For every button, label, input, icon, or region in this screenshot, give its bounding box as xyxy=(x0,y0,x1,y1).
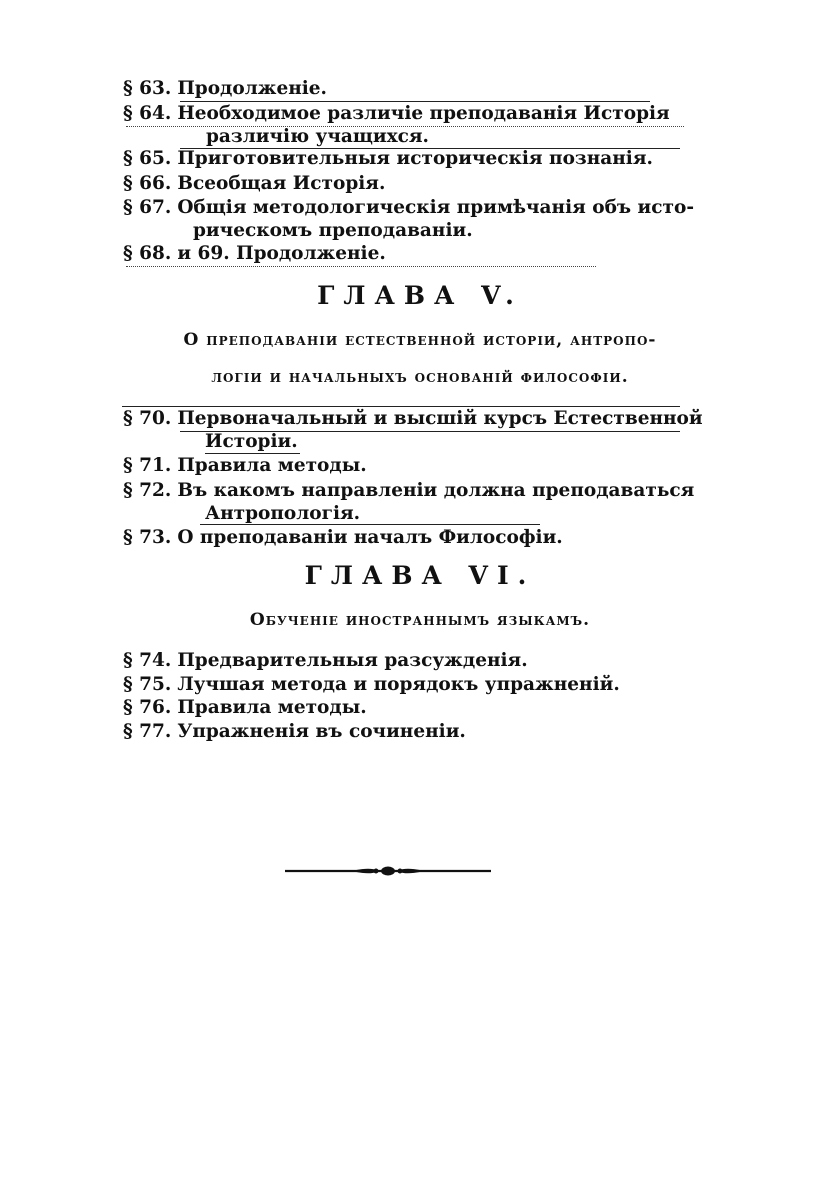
toc-entry-70-continued: Исторіи. xyxy=(205,431,298,452)
chapter-5-heading: ГЛАВА V. xyxy=(317,281,523,310)
section-number: § 64. xyxy=(123,103,172,124)
underline-rule xyxy=(122,406,680,407)
section-number: § 75. xyxy=(123,674,172,695)
toc-entry-66 xyxy=(123,173,683,195)
toc-entry-68 xyxy=(123,243,683,265)
entry-title: Первоначальный и высшій курсъ Естественной xyxy=(177,408,703,429)
section-number: § 70. xyxy=(123,408,172,429)
section-number: § 76. xyxy=(123,697,172,718)
underline-rule xyxy=(180,101,650,102)
toc-entry-74 xyxy=(123,650,683,672)
decorative-divider-ornament xyxy=(285,862,491,880)
entry-title: Въ какомъ направленіи должна преподаваться xyxy=(177,480,695,501)
toc-entry-73 xyxy=(123,527,683,549)
section-number: § 68. xyxy=(123,243,172,264)
toc-entry-64 xyxy=(123,103,683,125)
underline-rule xyxy=(200,524,540,525)
toc-entry-67 xyxy=(123,197,695,219)
entry-title: Продолженіе. xyxy=(177,78,328,99)
section-number: § 67. xyxy=(123,197,172,218)
toc-entry-72-continued: Антропологія. xyxy=(205,503,361,524)
toc-entry-63 xyxy=(123,78,683,100)
entry-title: Необходимое различіе преподаванія Исторія xyxy=(177,103,670,124)
toc-entry-72 xyxy=(123,480,695,502)
toc-entry-76 xyxy=(123,697,683,719)
dotted-rule xyxy=(126,266,596,267)
toc-entry-77 xyxy=(123,721,683,743)
section-number: § 73. xyxy=(123,527,172,548)
entry-title: Предварительныя разсужденія. xyxy=(177,650,528,671)
chapter-6-title: Обученіе иностраннымъ языкамъ. xyxy=(249,610,591,630)
section-number: § 63. xyxy=(123,78,172,99)
entry-title: Всеобщая Исторія. xyxy=(177,173,386,194)
underline-rule xyxy=(205,453,300,454)
section-number: § 77. xyxy=(123,721,172,742)
toc-entry-67-continued: рическомъ преподаваніи. xyxy=(193,220,473,241)
section-number: § 71. xyxy=(123,455,172,476)
chapter-5-title-line-1: О преподаваніи естественной исторіи, антропо- xyxy=(183,330,657,350)
toc-entry-65 xyxy=(123,148,683,170)
section-number: § 65. xyxy=(123,148,172,169)
toc-entry-75 xyxy=(123,674,683,696)
chapter-5-title-line-2: логіи и начальныхъ основаній философіи. xyxy=(211,367,629,387)
toc-entry-64-continued: различію учащихся. xyxy=(206,126,429,147)
entry-title: Лучшая метода и порядокъ упражненій. xyxy=(177,674,620,695)
entry-title: Упражненія въ сочиненіи. xyxy=(177,721,466,742)
toc-entry-70 xyxy=(123,408,703,430)
entry-title: О преподаваніи началъ Философіи. xyxy=(177,527,563,548)
entry-title: Правила методы. xyxy=(177,697,367,718)
entry-title: Приготовительныя историческія познанія. xyxy=(177,148,653,169)
section-number: § 66. xyxy=(123,173,172,194)
entry-title: и 69. Продолженіе. xyxy=(177,243,386,264)
chapter-6-heading: ГЛАВА VI. xyxy=(304,561,536,590)
section-number: § 74. xyxy=(123,650,172,671)
toc-entry-71 xyxy=(123,455,683,477)
entry-title: Общія методологическія примѣчанія объ исто- xyxy=(177,197,695,218)
section-number: § 72. xyxy=(123,480,172,501)
entry-title: Правила методы. xyxy=(177,455,367,476)
